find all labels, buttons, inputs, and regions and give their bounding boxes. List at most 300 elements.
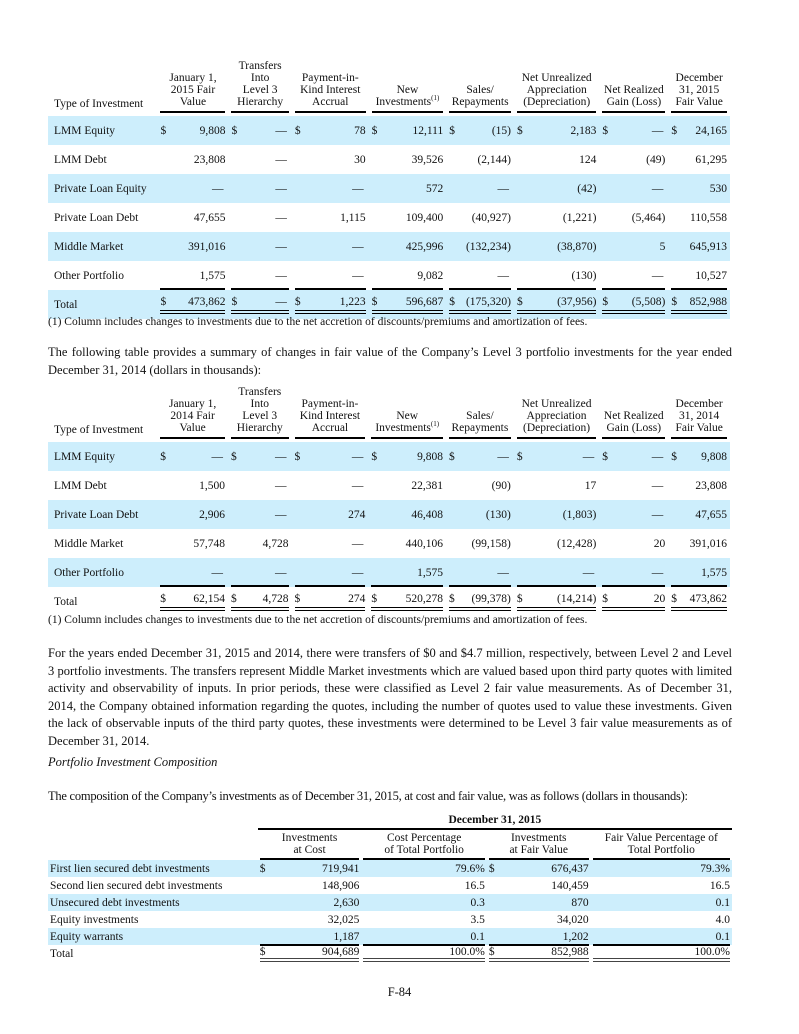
table-cell <box>228 290 291 319</box>
cell-value: 274 <box>348 508 366 521</box>
cell-value: (99,378) <box>471 592 511 605</box>
cell-value: — <box>497 566 509 579</box>
header-line: Repayments <box>451 422 509 434</box>
page-number: F-84 <box>387 985 412 999</box>
cell-content <box>160 125 225 137</box>
column-header <box>157 60 228 116</box>
cell-value: 1,115 <box>340 211 366 224</box>
table-row <box>48 860 732 877</box>
row-label: Middle Market <box>54 537 124 550</box>
column-header <box>228 60 291 116</box>
table-cell <box>157 442 228 471</box>
table-cell <box>157 558 228 587</box>
cell-value: — <box>275 182 287 195</box>
cell-value: 425,996 <box>405 240 444 253</box>
cell-content <box>160 480 225 492</box>
cell-content <box>602 480 665 492</box>
cell-content <box>160 509 225 521</box>
footnote-2015: (1) Column includes changes to investments due to the net accretion of discounts/premiums and amortization of fees. <box>48 316 588 328</box>
table-cell <box>599 471 668 500</box>
table-row <box>48 174 730 203</box>
column-header <box>361 830 486 860</box>
cell-value: — <box>352 240 364 253</box>
column-header <box>668 386 730 442</box>
header-row <box>48 830 732 860</box>
cell-value: — <box>275 124 287 137</box>
header-line: at Cost <box>293 844 326 856</box>
cell-content <box>671 509 727 521</box>
cell-content <box>295 509 366 521</box>
cell-content <box>363 931 484 946</box>
table-cell <box>668 174 730 203</box>
cell-content <box>671 567 727 587</box>
cell-content <box>160 593 225 611</box>
cell-value: 79.6% <box>455 862 485 875</box>
cell-content <box>231 509 289 521</box>
column-header <box>48 60 157 116</box>
level3-rollforward-2015-table <box>48 60 730 319</box>
cell-content <box>372 270 444 290</box>
table-cell <box>292 145 369 174</box>
cell-content <box>231 270 288 290</box>
cell-value: 23,808 <box>193 153 226 166</box>
cell-content <box>671 538 727 550</box>
column-header <box>514 60 599 116</box>
cell-content <box>160 567 225 587</box>
cell-content <box>363 897 484 909</box>
cell-content <box>517 241 596 253</box>
table-cell <box>599 558 668 587</box>
table-cell <box>514 232 599 261</box>
cell-content <box>231 480 289 492</box>
column-header-text <box>449 410 511 439</box>
cell-content <box>363 880 484 892</box>
cell-content <box>231 212 288 224</box>
cell-content <box>602 270 665 290</box>
currency-symbol: $ <box>160 592 166 605</box>
header-line: Investments <box>375 96 432 108</box>
table-cell <box>368 558 446 587</box>
currency-symbol: $ <box>488 945 495 958</box>
table-row <box>48 911 732 928</box>
cell-value: (5,508) <box>631 295 666 308</box>
portfolio-composition-table <box>48 812 732 962</box>
cell-value: 870 <box>571 896 589 909</box>
table-cell <box>258 945 362 962</box>
header-line: New <box>396 410 419 422</box>
table-cell <box>446 558 514 587</box>
header-line: Sales/ <box>466 84 494 96</box>
cell-value: 9,808 <box>199 124 226 137</box>
table-cell <box>487 877 591 894</box>
table-cell <box>157 203 228 232</box>
cell-content <box>260 914 360 926</box>
column-header <box>599 60 668 116</box>
table-cell <box>514 261 599 290</box>
cell-value: (130) <box>571 269 597 282</box>
cell-value: 473,862 <box>689 592 727 605</box>
cell-content <box>593 946 730 962</box>
table-cell <box>668 587 730 616</box>
cell-content <box>671 480 727 492</box>
currency-symbol: $ <box>602 450 609 463</box>
cell-value: — <box>275 450 287 463</box>
cell-value: 46,408 <box>411 508 444 521</box>
cell-value: (90) <box>491 479 511 492</box>
cell-value: 1,575 <box>417 566 444 579</box>
cell-value: 4.0 <box>715 913 730 926</box>
table-cell <box>668 529 730 558</box>
row-label: Private Loan Equity <box>48 174 157 203</box>
cell-content <box>517 296 596 314</box>
currency-symbol: $ <box>259 862 266 875</box>
cell-content <box>593 931 730 946</box>
cell-value: — <box>651 566 664 579</box>
cell-value: 140,459 <box>551 879 589 892</box>
cell-content <box>260 880 360 892</box>
cell-value: 0.1 <box>715 930 730 943</box>
cell-value: — <box>651 508 664 521</box>
table-cell <box>514 529 599 558</box>
header-line: Type of Investment <box>54 424 144 436</box>
header-line: January 1, <box>169 72 217 84</box>
cell-value: 904,689 <box>322 945 360 958</box>
cell-value: 1,202 <box>562 930 589 943</box>
cell-value: 473,862 <box>188 295 226 308</box>
column-header-text <box>160 72 225 113</box>
cell-content <box>371 509 443 521</box>
cell-value: (2,144) <box>477 153 512 166</box>
footnote-marker: (1) <box>430 420 440 429</box>
cell-value: 78 <box>354 124 366 137</box>
cell-value: 0.3 <box>470 896 485 909</box>
header-line: Accrual <box>311 422 349 434</box>
cell-content <box>517 125 596 137</box>
table-row <box>48 261 730 290</box>
table-cell <box>369 232 447 261</box>
cell-value: 16.5 <box>464 879 485 892</box>
header-line: January 1, <box>168 398 217 410</box>
row-label: Other Portfolio <box>54 269 124 282</box>
cell-content <box>295 296 366 314</box>
table-cell <box>599 587 668 616</box>
cell-value: (40,927) <box>471 211 512 224</box>
cell-value: 9,808 <box>701 450 727 463</box>
cell-value: 2,183 <box>570 124 597 137</box>
table-cell <box>668 116 730 145</box>
table-cell <box>446 529 514 558</box>
table-cell <box>258 877 362 894</box>
column-header-text <box>593 832 730 860</box>
cell-value: 391,016 <box>188 240 226 253</box>
table-cell <box>228 500 292 529</box>
cell-value: 530 <box>709 182 727 195</box>
table-cell <box>157 529 228 558</box>
header-line: Kind Interest <box>299 410 361 422</box>
table-row <box>48 116 730 145</box>
currency-symbol: $ <box>488 862 495 875</box>
currency-symbol: $ <box>371 124 378 137</box>
cell-value: 5 <box>659 240 666 253</box>
table-cell <box>446 290 514 319</box>
group-header-row <box>48 812 732 830</box>
cell-value: 12,111 <box>412 124 444 137</box>
table-cell <box>599 232 668 261</box>
column-header-text <box>231 60 288 113</box>
cell-value: (1,803) <box>562 508 597 521</box>
column-header-text <box>602 84 665 113</box>
cell-value: 1,187 <box>333 930 360 943</box>
currency-symbol: $ <box>231 124 238 137</box>
currency-symbol: $ <box>231 592 237 605</box>
intro-2014-paragraph: The following table provides a summary of changes in fair value of the Company’s Level 3 portfolio investments for the year ended December 31, 2014 (dollars in thousands): <box>48 345 732 377</box>
row-label: Unsecured debt investments <box>48 894 258 911</box>
cell-content <box>602 593 665 611</box>
header-line: Level 3 <box>242 84 278 96</box>
table-cell <box>487 911 591 928</box>
header-line: Fair Value <box>675 422 723 434</box>
column-header-text <box>363 832 484 860</box>
table-cell <box>292 116 369 145</box>
table-cell <box>368 471 446 500</box>
cell-content <box>231 593 289 611</box>
cell-content <box>489 931 589 946</box>
row-label: LMM Equity <box>48 116 157 145</box>
column-header <box>446 60 514 116</box>
table-cell <box>292 203 369 232</box>
cell-content <box>160 270 225 290</box>
cell-value: — <box>351 479 364 492</box>
cell-content <box>231 296 288 314</box>
cell-content <box>602 154 665 166</box>
cell-content <box>602 296 665 314</box>
column-header-text <box>517 398 596 439</box>
table-cell <box>514 587 599 616</box>
header-line: Hierarchy <box>236 422 283 434</box>
table-cell <box>368 587 446 616</box>
column-header <box>292 386 369 442</box>
table-cell <box>369 290 447 319</box>
cell-value: 0.1 <box>470 930 485 943</box>
cell-content <box>160 538 225 550</box>
table-cell <box>228 116 291 145</box>
cell-value: — <box>351 537 364 550</box>
cell-value: — <box>275 295 287 308</box>
table-cell <box>368 500 446 529</box>
cell-value: 852,988 <box>551 945 589 958</box>
cell-value: — <box>275 240 287 253</box>
table-cell <box>514 290 599 319</box>
cell-content <box>295 154 366 166</box>
header-line: Hierarchy <box>237 96 284 108</box>
cell-content <box>295 538 366 550</box>
column-header <box>157 386 228 442</box>
table-cell <box>446 587 514 616</box>
table-row <box>48 500 730 529</box>
currency-symbol: $ <box>671 450 678 463</box>
cell-value: 62,154 <box>193 592 226 605</box>
table-cell <box>361 911 486 928</box>
table-cell <box>228 529 292 558</box>
cell-content <box>372 154 444 166</box>
table-cell <box>369 203 447 232</box>
column-header-text <box>671 72 727 113</box>
table-row <box>48 558 730 587</box>
currency-symbol: $ <box>294 592 301 605</box>
cell-content <box>671 212 727 224</box>
currency-symbol: $ <box>449 124 455 137</box>
header-line: (Depreciation) <box>523 422 591 434</box>
table-cell <box>157 174 228 203</box>
table-cell <box>514 174 599 203</box>
row-label: Equity investments <box>50 913 139 926</box>
table-cell <box>668 232 730 261</box>
currency-symbol: $ <box>371 295 378 308</box>
table-cell <box>599 203 668 232</box>
header-line: Net Unrealized <box>521 398 592 410</box>
cell-content <box>295 451 366 463</box>
currency-symbol: $ <box>516 592 523 605</box>
table-cell <box>361 877 486 894</box>
row-label: Equity warrants <box>48 928 258 945</box>
header-line: Into <box>250 398 270 410</box>
cell-content <box>160 212 225 224</box>
cell-content <box>231 154 288 166</box>
cell-value: 4,728 <box>262 537 289 550</box>
table-cell <box>668 471 730 500</box>
table-cell <box>591 911 732 928</box>
table-cell <box>228 442 292 471</box>
cell-content <box>602 451 665 463</box>
cell-content <box>295 480 366 492</box>
table-cell <box>292 471 369 500</box>
cell-content <box>602 241 665 253</box>
header-line: Net Unrealized <box>521 72 592 84</box>
table-cell <box>591 945 732 962</box>
cell-value: (15) <box>491 124 512 137</box>
header-line: Total Portfolio <box>627 844 695 856</box>
cell-content <box>593 914 730 926</box>
header-line: Fair Value Percentage of <box>604 832 718 844</box>
table-cell <box>292 261 369 290</box>
table-cell <box>368 529 446 558</box>
row-label: Total <box>54 595 78 608</box>
header-line: Transfers <box>238 386 282 398</box>
currency-symbol: $ <box>371 450 378 463</box>
cell-content <box>602 538 665 550</box>
table-cell <box>228 471 292 500</box>
header-line: Repayments <box>451 96 509 108</box>
cell-content <box>260 946 360 962</box>
cell-value: (5,464) <box>631 211 666 224</box>
cell-content <box>449 241 511 253</box>
cell-value: 32,025 <box>327 913 360 926</box>
currency-symbol: $ <box>602 592 609 605</box>
column-header-text <box>160 398 225 439</box>
table-row <box>48 471 730 500</box>
table-cell <box>668 203 730 232</box>
column-header <box>228 386 292 442</box>
column-header <box>599 386 668 442</box>
table-row <box>48 145 730 174</box>
cell-value: 30 <box>354 153 366 166</box>
cell-content <box>449 154 511 166</box>
table-cell <box>668 261 730 290</box>
row-label: Private Loan Debt <box>48 500 157 529</box>
cell-value: 24,165 <box>695 124 727 137</box>
cell-content <box>449 451 511 463</box>
cell-content <box>372 183 444 195</box>
header-line: Payment-in- <box>301 72 359 84</box>
cell-value: — <box>497 269 510 282</box>
portfolio-composition-heading: Portfolio Investment Composition <box>48 755 218 769</box>
currency-symbol: $ <box>671 124 678 137</box>
cell-value: 100.0% <box>694 945 730 958</box>
column-header <box>591 830 732 860</box>
currency-symbol: $ <box>602 124 609 137</box>
cell-content <box>295 270 366 290</box>
cell-value: 20 <box>653 537 666 550</box>
table-cell <box>258 894 362 911</box>
currency-symbol: $ <box>371 592 378 605</box>
cell-value: — <box>275 153 287 166</box>
table-cell <box>157 290 228 319</box>
header-line: Transfers <box>238 60 282 72</box>
table-cell <box>157 261 228 290</box>
row-label: Middle Market <box>48 232 157 261</box>
cell-value: 23,808 <box>695 479 727 492</box>
table-cell <box>157 471 228 500</box>
table-cell <box>369 145 447 174</box>
table-cell <box>361 894 486 911</box>
cell-content <box>363 863 484 875</box>
header-line: December <box>675 398 723 410</box>
cell-value: 391,016 <box>689 537 727 550</box>
cell-value: 57,748 <box>193 537 226 550</box>
header-line: 31, 2015 <box>679 84 720 96</box>
cell-content <box>260 931 360 946</box>
table-cell <box>487 860 591 877</box>
cell-content <box>517 567 596 587</box>
table-row <box>48 529 730 558</box>
header-line: Payment-in- <box>301 398 359 410</box>
cell-value: (132,234) <box>465 240 512 253</box>
header-line: December <box>675 72 723 84</box>
footnote-2014: (1) Column includes changes to investments due to the net accretion of discounts/premiums and amortization of fees. <box>48 614 588 626</box>
cell-value: — <box>651 269 664 282</box>
row-label: LMM Debt <box>54 479 107 492</box>
table-cell <box>292 174 369 203</box>
column-header <box>369 60 447 116</box>
table-cell <box>599 116 668 145</box>
row-label: Total <box>50 947 74 960</box>
table-cell <box>228 174 291 203</box>
header-line: Type of Investment <box>54 98 144 110</box>
cell-value: 1,575 <box>199 269 226 282</box>
cell-value: — <box>211 566 224 579</box>
table-row <box>48 894 732 911</box>
cell-value: 79.3% <box>700 862 730 875</box>
header-line: Kind Interest <box>300 84 361 96</box>
cell-content <box>160 241 225 253</box>
cell-content <box>489 897 589 909</box>
cell-content <box>363 946 484 962</box>
column-header-text <box>260 832 360 860</box>
blank-cell <box>48 812 258 830</box>
column-header <box>514 386 599 442</box>
table-cell <box>668 290 730 319</box>
cell-value: 148,906 <box>322 879 360 892</box>
